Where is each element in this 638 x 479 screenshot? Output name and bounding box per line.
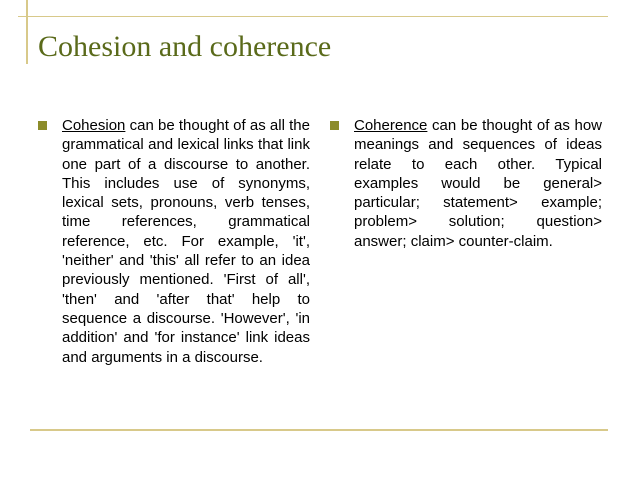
square-bullet-icon	[38, 121, 47, 130]
cohesion-text: can be thought of as all the grammatical and lexical links that link one part of a discourse to another. This includes use of synonyms, lexical sets, pronouns, verb tenses, time references, grammatical reference, etc. For example, 'it', 'neither' and 'this' all refer to an idea previously mentioned. 'First of all', 'then' and 'after that' help to sequence a discourse. 'However', 'in addition' and 'for instance' link ideas and arguments in a discourse.	[62, 117, 310, 366]
frame-top-rule	[18, 16, 608, 17]
coherence-paragraph	[354, 116, 602, 251]
bullet-cohesion	[38, 116, 310, 367]
cohesion-paragraph	[62, 116, 310, 367]
slide-title: Cohesion and coherence	[38, 30, 332, 63]
square-bullet-icon	[330, 121, 339, 130]
frame-bottom-rule	[30, 429, 608, 431]
bullet-coherence	[330, 116, 602, 251]
coherence-term: Coherence	[354, 117, 428, 134]
cohesion-term: Cohesion	[62, 117, 126, 134]
coherence-text: can be thought of as how meanings and sequences of ideas relate to each other. Typical examples would be general> particular; statement> example; problem> solution; question> answer; claim> counter-claim.	[354, 117, 602, 250]
frame-vertical-rule	[26, 0, 28, 64]
